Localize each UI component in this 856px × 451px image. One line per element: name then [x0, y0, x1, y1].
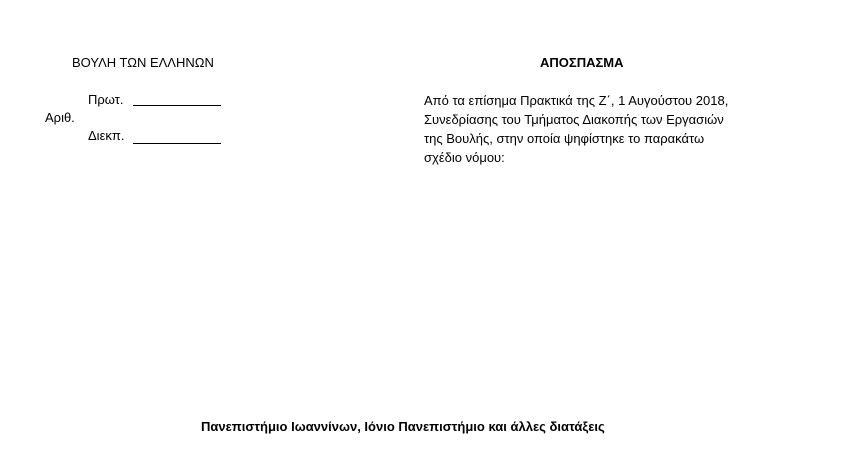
extract-text: [424, 91, 769, 167]
dispatch-number-line: [133, 143, 221, 144]
chamber-name: ΒΟΥΛΗ ΤΩΝ ΕΛΛΗΝΩΝ: [72, 55, 214, 70]
protocol-label: Πρωτ.: [88, 92, 124, 107]
dispatch-label: Διεκπ.: [88, 128, 125, 143]
bill-title: Πανεπιστήμιο Ιωαννίνων, Ιόνιο Πανεπιστήμιο και άλλες διατάξεις: [201, 419, 605, 434]
extract-line: Συνεδρίασης του Τμήματος Διακοπής των Εργασιών: [424, 112, 724, 127]
extract-line: σχέδιο νόμου:: [424, 150, 505, 165]
extract-line: της Βουλής, στην οποία ψηφίστηκε το παρακάτω: [424, 131, 705, 146]
number-label: Αριθ.: [45, 110, 75, 125]
extract-line: Από τα επίσημα Πρακτικά της Ζ΄, 1 Αυγούστου 2018,: [424, 93, 729, 108]
extract-title: ΑΠΟΣΠΑΣΜΑ: [540, 55, 624, 70]
protocol-number-line: [133, 105, 221, 106]
